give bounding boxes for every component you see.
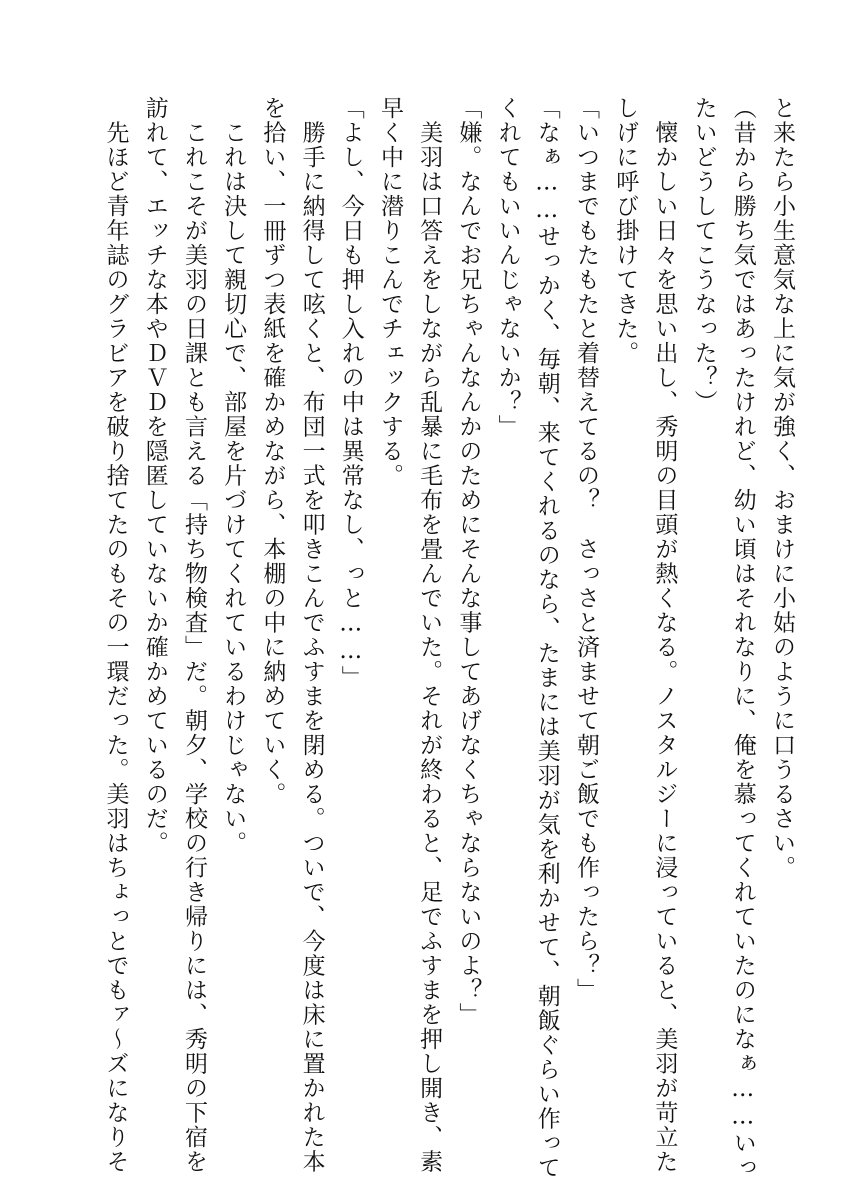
text-line: しげに呼び掛けてきた。 (612, 96, 639, 366)
text-line: たいどうしてこうなった？） (690, 96, 717, 415)
vertical-text-block (95, 96, 801, 1180)
text-line: 先ほど青年誌のグラビアを破り捨てたのもその一環だった。美羽はちょっとでもァ～ズになりそ (102, 96, 129, 1174)
text-line: くれてもいいんじゃないか？」 (494, 96, 521, 439)
text-line: これこそが美羽の日課とも言える「持ち物検査」だ。朝夕、学校の行き帰りには、秀明の下宿を (180, 96, 207, 1174)
text-line: 懐かしい日々を思い出し、秀明の目頭が熱くなる。ノスタルジーに浸っていると、美羽が苛立た (651, 96, 678, 1174)
text-line: を拾い、一冊ずつ表紙を確かめながら、本棚の中に納めていく。 (259, 96, 286, 807)
text-line: 「いつまでもたもたと着替えてるの？ さっさと済ませて朝ご飯でも作ったら？」 (572, 96, 599, 1003)
text-line: 訪れて、エッチな本やＤＶＤを隠匿していないか確かめているのだ。 (141, 96, 168, 856)
text-line: 早く中に潜りこんでチェックする。 (376, 96, 403, 488)
text-line: これは決して親切心で、部屋を片づけてくれているわけじゃない。 (220, 96, 247, 856)
text-line: 「なぁ……せっかく、毎朝、来てくれるのなら、たまには美羽が気を利かせて、朝飯ぐらい作って (533, 96, 560, 1180)
text-line: 美羽は口答えをしながら乱暴に毛布を畳んでいた。それが終わると、足でふすまを押し開き、素 (416, 96, 443, 1174)
text-line: 勝手に納得して呟くと、布団一式を叩きこんでふすまを閉める。ついで、今度は床に置かれた本 (298, 96, 325, 1174)
text-line: 「よし、今日も押し入れの中は異常なし、っと……」 (337, 96, 364, 690)
text-line: 「嫌。なんでお兄ちゃんなんかのためにそんな事してあげなくちゃならないのよ？」 (455, 96, 482, 1027)
text-line: と来たら小生意気な上に気が強く、おまけに小姑のように口うるさい。 (769, 96, 795, 880)
text-line: （昔から勝ち気ではあったけれど、幼い頃はそれなりに、俺を慕ってくれていたのになぁ……いっ (729, 96, 756, 1180)
